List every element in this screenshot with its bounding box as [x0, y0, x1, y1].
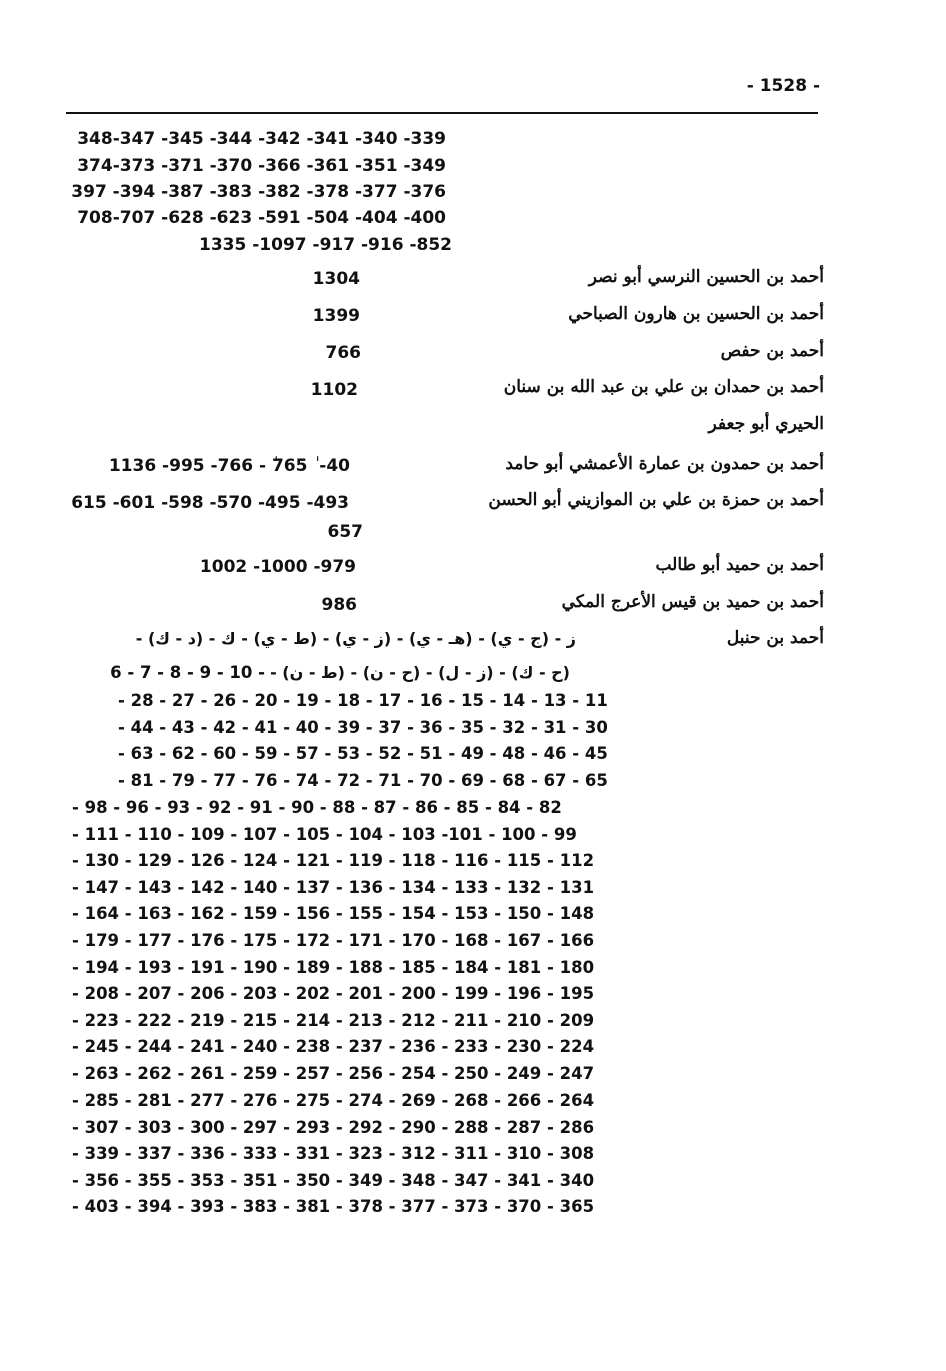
entry-name: أحمد بن حميد بن قيس الأعرج المكي	[561, 592, 824, 612]
hanbal-row: - 403 - 394 - 393 - 383 - 381 - 378 - 377 - 373 - 370 - 365	[72, 1197, 595, 1216]
entry-name: أحمد بن حمزة بن علي بن الموازيني أبو الحسن	[488, 490, 824, 510]
hanbal-row: - 130 - 129 - 126 - 124 - 121 - 119 - 118 - 116 - 115 - 112	[72, 851, 595, 870]
entry-refs: 1002 -1000 -979	[199, 557, 356, 577]
hanbal-row: - 111 - 110 - 109 - 107 - 105 - 104 - 103 -101 - 100 - 99	[72, 825, 577, 844]
hanbal-row: - 81 - 79 - 77 - 76 - 74 - 72 - 71 - 70 - 69 - 68 - 67 - 65	[118, 771, 608, 790]
entry-refs: 657	[327, 522, 363, 542]
entry-name: أحمد بن حميد أبو طالب	[655, 555, 824, 575]
entry-refs: 1304	[312, 269, 360, 289]
continuation-line: 1335 -1097 -917 -916 -852	[199, 235, 452, 255]
hanbal-row: - 339 - 337 - 336 - 333 - 331 - 323 - 312 - 311 - 310 - 308	[72, 1144, 595, 1163]
entry-refs: 1399	[312, 306, 360, 326]
entry-refs: 986	[321, 595, 357, 615]
hanbal-row: - 223 - 222 - 219 - 215 - 214 - 213 - 212 - 211 - 210 - 209	[72, 1011, 595, 1030]
hanbal-row: - 179 - 177 - 176 - 175 - 172 - 171 - 170 - 168 - 167 - 166	[72, 931, 595, 950]
hanbal-codes-line-2	[110, 662, 570, 684]
hanbal-row: - 164 - 163 - 162 - 159 - 156 - 155 - 154 - 153 - 150 - 148	[72, 904, 595, 923]
hanbal-row: - 307 - 303 - 300 - 297 - 293 - 292 - 290 - 288 - 287 - 286	[72, 1118, 595, 1137]
continuation-line: 397 -394 -387 -383 -382 -378 -377 -376	[71, 182, 446, 202]
hanbal-row: - 44 - 43 - 42 - 41 - 40 - 39 - 37 - 36 - 35 - 32 - 31 - 30	[118, 718, 608, 737]
hanbal-row: - 285 - 281 - 277 - 276 - 275 - 274 - 269 - 268 - 266 - 264	[72, 1091, 595, 1110]
continuation-line: 708-707 -628 -623 -591 -504 -404 -400	[77, 208, 446, 228]
entry-refs: 766	[325, 343, 361, 363]
hanbal-row: - 63 - 62 - 60 - 59 - 57 - 53 - 52 - 51 - 49 - 48 - 46 - 45	[118, 744, 608, 763]
hanbal-row: - 245 - 244 - 241 - 240 - 238 - 237 - 236 - 233 - 230 - 224	[72, 1037, 595, 1056]
continuation-line: 348-347 -345 -344 -342 -341 -340 -339	[77, 129, 446, 149]
header-rule	[66, 112, 818, 114]
hanbal-row: - 263 - 262 - 261 - 259 - 257 - 256 - 254 - 250 - 249 - 247	[72, 1064, 595, 1083]
hanbal-codes-nums: 6 - 7 - 8 - 9 - 10 -	[110, 663, 265, 682]
page-number: - 1528 -	[746, 76, 820, 96]
entry-name: أحمد بن حمدون بن عمارة الأعمشي أبو حامد	[505, 454, 824, 474]
hanbal-codes-arabic: (ح - ك) - (ز - ل) - (ح - ن) - (ط - ن) -	[270, 663, 570, 682]
entry-name: أحمد بن حفص	[720, 341, 824, 361]
entry-name: أحمد بن الحسين بن هارون الصباحي	[568, 304, 824, 324]
entry-name: أحمد بن حنبل	[726, 628, 824, 648]
continuation-line: 374-373 -371 -370 -366 -361 -351 -349	[77, 156, 446, 176]
entry-name: أحمد بن الحسين النرسي أبو نصر	[588, 267, 824, 287]
entry-refs: 1136 -995 -766 - ٰ765 ٰ -40	[108, 456, 350, 476]
hanbal-codes-line-1: ز - (ج - ي) - (هـ - ي) - (ز - ي) - (ط - ي) - ك - (د - ك) -	[135, 629, 576, 648]
hanbal-row: - 356 - 355 - 353 - 351 - 350 - 349 - 348 - 347 - 341 - 340	[72, 1171, 595, 1190]
hanbal-row: - 28 - 27 - 26 - 20 - 19 - 18 - 17 - 16 - 15 - 14 - 13 - 11	[118, 691, 608, 710]
entry-refs: 1102	[310, 380, 358, 400]
hanbal-row: - 98 - 96 - 93 - 92 - 91 - 90 - 88 - 87 - 86 - 85 - 84 - 82	[72, 798, 562, 817]
entry-name: أحمد بن حمدان بن علي بن عبد الله بن سنان	[503, 377, 824, 397]
hanbal-row: - 147 - 143 - 142 - 140 - 137 - 136 - 134 - 133 - 132 - 131	[72, 878, 595, 897]
entry-refs: 615 -601 -598 -570 -495 -493	[71, 493, 349, 513]
entry-name: الحيري أبو جعفر	[708, 414, 824, 434]
hanbal-row: - 194 - 193 - 191 - 190 - 189 - 188 - 185 - 184 - 181 - 180	[72, 958, 595, 977]
hanbal-row: - 208 - 207 - 206 - 203 - 202 - 201 - 200 - 199 - 196 - 195	[72, 984, 595, 1003]
